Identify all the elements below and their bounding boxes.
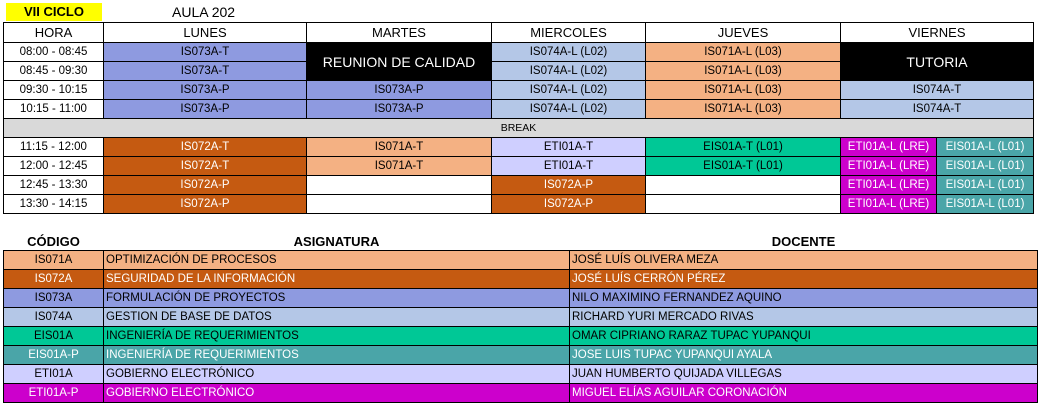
class-cell: ETI01A-L (LRE) xyxy=(841,138,937,157)
tutoria-cell: TUTORIA xyxy=(841,43,1034,81)
hour-header: HORA xyxy=(4,23,104,43)
class-cell: ETI01A-T xyxy=(492,138,646,157)
legend-teacher: RICHARD YURI MERCADO RIVAS xyxy=(570,308,1038,327)
legend-row xyxy=(4,308,1038,327)
legend-subject: INGENIERÍA DE REQUERIMIENTOS xyxy=(104,327,570,346)
class-cell: EIS01A-L (L01) xyxy=(937,138,1034,157)
legend-subject: OPTIMIZACIÓN DE PROCESOS xyxy=(104,251,570,270)
class-cell: IS074A-L (L02) xyxy=(492,81,646,100)
legend-subject: GOBIERNO ELECTRÓNICO xyxy=(104,365,570,384)
schedule-row xyxy=(4,81,1034,100)
class-cell: ETI01A-L (LRE) xyxy=(841,176,937,195)
time-cell: 12:00 - 12:45 xyxy=(4,157,104,176)
class-cell: IS071A-T xyxy=(307,138,492,157)
day-header-jueves: JUEVES xyxy=(646,23,841,43)
empty-cell xyxy=(646,176,841,195)
teacher-header: DOCENTE xyxy=(771,233,836,249)
schedule-row xyxy=(4,176,1034,195)
legend-teacher: JOSE LUIS TUPAC YUPANQUI AYALA xyxy=(570,346,1038,365)
class-cell: EIS01A-L (L01) xyxy=(937,176,1034,195)
schedule-row xyxy=(4,100,1034,119)
legend-subject: GESTION DE BASE DE DATOS xyxy=(104,308,570,327)
schedule-row xyxy=(4,138,1034,157)
class-cell: IS073A-P xyxy=(104,81,307,100)
class-cell: IS072A-P xyxy=(492,176,646,195)
time-cell: 08:45 - 09:30 xyxy=(4,62,104,81)
class-cell: IS073A-P xyxy=(307,81,492,100)
class-cell: IS074A-L (L02) xyxy=(492,43,646,62)
legend-row xyxy=(4,289,1038,308)
schedule-row xyxy=(4,157,1034,176)
class-cell: ETI01A-L (LRE) xyxy=(841,157,937,176)
time-cell: 09:30 - 10:15 xyxy=(4,81,104,100)
legend-code: IS073A xyxy=(4,289,104,308)
cycle-badge: VII CICLO xyxy=(6,3,102,21)
class-cell: EIS01A-T (L01) xyxy=(646,138,841,157)
meeting-cell: REUNION DE CALIDAD xyxy=(307,43,492,81)
day-header-lunes: LUNES xyxy=(104,23,307,43)
legend-teacher: OMAR CIPRIANO RARAZ TUPAC YUPANQUI xyxy=(570,327,1038,346)
legend-row xyxy=(4,346,1038,365)
class-cell: IS071A-L (L03) xyxy=(646,81,841,100)
schedule-row xyxy=(4,43,1034,62)
time-cell: 12:45 - 13:30 xyxy=(4,176,104,195)
class-cell: ETI01A-T xyxy=(492,157,646,176)
day-header-viernes: VIERNES xyxy=(841,23,1034,43)
room-label: AULA 202 xyxy=(172,4,236,20)
class-cell: IS071A-L (L03) xyxy=(646,62,841,81)
empty-cell xyxy=(307,195,492,214)
class-cell: IS072A-T xyxy=(104,138,307,157)
time-cell: 10:15 - 11:00 xyxy=(4,100,104,119)
legend-row xyxy=(4,270,1038,289)
legend-row xyxy=(4,384,1038,403)
empty-cell xyxy=(646,195,841,214)
subject-header: ASIGNATURA xyxy=(293,233,380,249)
class-cell: IS072A-T xyxy=(104,157,307,176)
legend-table xyxy=(3,232,1038,403)
legend-row xyxy=(4,365,1038,384)
legend-code: ETI01A-P xyxy=(4,384,104,403)
legend-subject: SEGURIDAD DE LA INFORMACIÓN xyxy=(104,270,570,289)
legend-subject: GOBIERNO ELECTRÓNICO xyxy=(104,384,570,403)
class-cell: IS074A-T xyxy=(841,81,1034,100)
class-cell: ETI01A-L (LRE) xyxy=(841,195,937,214)
break-cell: BREAK xyxy=(4,119,1034,138)
time-cell: 11:15 - 12:00 xyxy=(4,138,104,157)
legend-code: ETI01A xyxy=(4,365,104,384)
class-cell: IS074A-T xyxy=(841,100,1034,119)
class-cell: IS073A-T xyxy=(104,43,307,62)
class-cell: IS072A-P xyxy=(104,195,307,214)
class-cell: IS071A-T xyxy=(307,157,492,176)
schedule-row xyxy=(4,195,1034,214)
class-cell: EIS01A-T (L01) xyxy=(646,157,841,176)
time-cell: 13:30 - 14:15 xyxy=(4,195,104,214)
legend-teacher: MIGUEL ELÍAS AGUILAR CORONACIÓN xyxy=(570,384,1038,403)
legend-code: IS071A xyxy=(4,251,104,270)
class-cell: IS073A-P xyxy=(307,100,492,119)
legend-code: EIS01A-P xyxy=(4,346,104,365)
legend-teacher: JOSÉ LUÍS OLIVERA MEZA xyxy=(570,251,1038,270)
class-cell: IS071A-L (L03) xyxy=(646,100,841,119)
class-cell: IS074A-L (L02) xyxy=(492,62,646,81)
time-cell: 08:00 - 08:45 xyxy=(4,43,104,62)
legend-code: IS074A xyxy=(4,308,104,327)
code-header: CÓDIGO xyxy=(27,233,80,249)
legend-code: EIS01A xyxy=(4,327,104,346)
legend-teacher: JUAN HUMBERTO QUIJADA VILLEGAS xyxy=(570,365,1038,384)
class-cell: IS071A-L (L03) xyxy=(646,43,841,62)
class-cell: IS072A-P xyxy=(104,176,307,195)
class-cell: EIS01A-L (L01) xyxy=(937,195,1034,214)
legend-row xyxy=(4,327,1038,346)
day-header-miercoles: MIERCOLES xyxy=(492,23,646,43)
legend-subject: INGENIERÍA DE REQUERIMIENTOS xyxy=(104,346,570,365)
legend-row xyxy=(4,251,1038,270)
class-cell: IS073A-T xyxy=(104,62,307,81)
legend-teacher: NILO MAXIMINO FERNANDEZ AQUINO xyxy=(570,289,1038,308)
schedule-table xyxy=(3,22,1034,214)
legend-teacher: JOSÉ LUÍS CERRÓN PÉREZ xyxy=(570,270,1038,289)
break-row xyxy=(4,119,1034,138)
legend-code: IS072A xyxy=(4,270,104,289)
legend-subject: FORMULACIÓN DE PROYECTOS xyxy=(104,289,570,308)
day-header-martes: MARTES xyxy=(307,23,492,43)
class-cell: IS073A-P xyxy=(104,100,307,119)
class-cell: IS072A-P xyxy=(492,195,646,214)
class-cell: EIS01A-L (L01) xyxy=(937,157,1034,176)
schedule-header-row xyxy=(4,23,1034,43)
empty-cell xyxy=(307,176,492,195)
class-cell: IS074A-L (L02) xyxy=(492,100,646,119)
legend-header-row xyxy=(4,232,1038,251)
